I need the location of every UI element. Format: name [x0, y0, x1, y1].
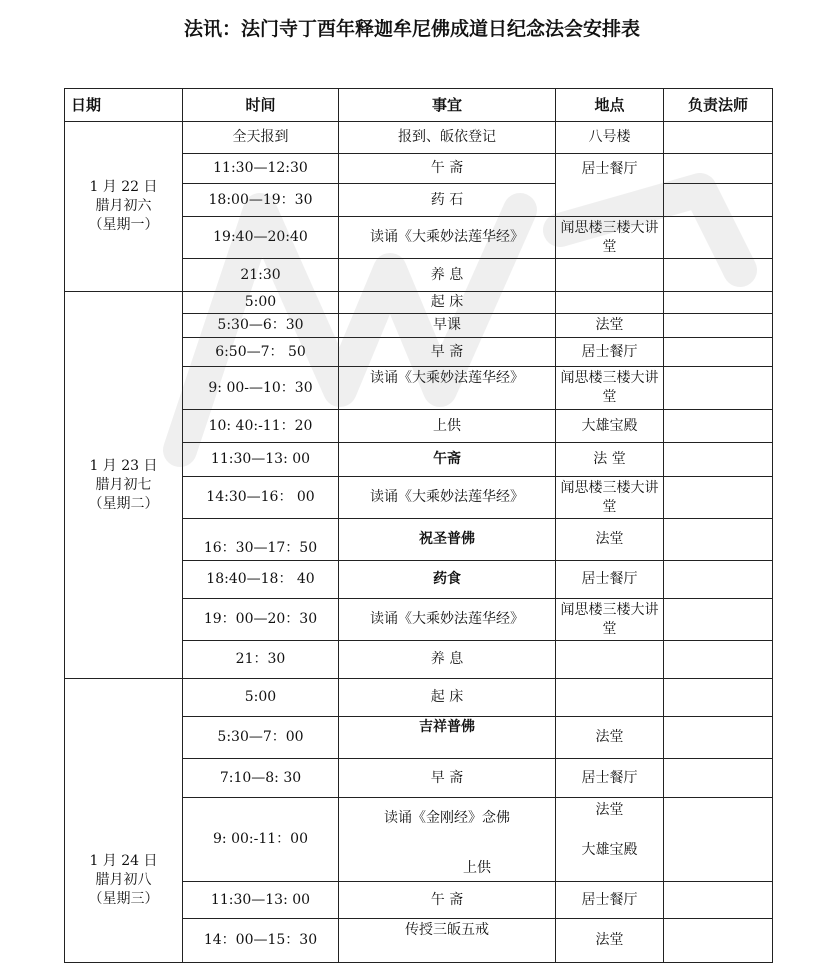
date-cell-day2	[65, 292, 183, 679]
time-cell: 19:40—20:40	[183, 217, 339, 259]
place-cell: 法堂	[556, 717, 664, 759]
master-cell	[664, 679, 773, 717]
place-cell: 居士餐厅	[556, 882, 664, 919]
item-cell: 早 斋	[339, 338, 556, 367]
date-text: 1 月 23 日	[89, 457, 158, 474]
place-cell	[556, 679, 664, 717]
master-cell	[664, 599, 773, 641]
master-cell	[664, 292, 773, 314]
time-cell: 21:30	[183, 259, 339, 292]
header-time: 时间	[183, 89, 339, 122]
master-cell	[664, 184, 773, 217]
place-cell: 大雄宝殿	[556, 410, 664, 443]
place-cell: 闻思楼三楼大讲堂	[556, 599, 664, 641]
time-cell: 7:10—8: 30	[183, 759, 339, 798]
date-text: 1 月 22 日	[89, 179, 158, 195]
master-cell	[664, 314, 773, 338]
time-cell: 19：00—20：30	[183, 599, 339, 641]
place-cell: 居士餐厅	[556, 154, 664, 217]
place-cell: 闻思楼三楼大讲堂	[556, 217, 664, 259]
master-cell	[664, 717, 773, 759]
place-cell: 居士餐厅	[556, 561, 664, 599]
time-cell: 11:30—12:30	[183, 154, 339, 184]
place-cell: 闻思楼三楼大讲堂	[556, 367, 664, 410]
place-cell	[556, 798, 664, 882]
time-cell: 18:00—19：30	[183, 184, 339, 217]
master-cell	[664, 919, 773, 963]
place-cell: 法堂	[556, 519, 664, 561]
time-cell: 5:30—7：00	[183, 717, 339, 759]
time-cell: 5:00	[183, 679, 339, 717]
place-cell: 法 堂	[556, 443, 664, 477]
master-cell	[664, 410, 773, 443]
date-cell-day1	[65, 122, 183, 292]
master-cell	[664, 561, 773, 599]
item-cell: 祝圣普佛	[339, 519, 556, 561]
header-item: 事宜	[339, 89, 556, 122]
master-cell	[664, 122, 773, 154]
date-cell-day3	[65, 679, 183, 963]
place-text: 法堂	[595, 802, 624, 818]
item-cell: 报到、皈依登记	[339, 122, 556, 154]
item-cell: 午斋	[339, 443, 556, 477]
time-cell: 14：00—15：30	[183, 919, 339, 963]
item-cell: 读诵《大乘妙法莲华经》	[339, 367, 556, 410]
item-cell: 午 斋	[339, 154, 556, 184]
place-cell: 居士餐厅	[556, 338, 664, 367]
date-text: 1 月 24 日	[89, 853, 158, 869]
time-cell: 全天报到	[183, 122, 339, 154]
time-cell: 9: 00:-11：00	[183, 798, 339, 882]
item-cell: 读诵《大乘妙法莲华经》	[339, 217, 556, 259]
page-title: 法讯：法门寺丁酉年释迦牟尼佛成道日纪念法会安排表	[183, 18, 640, 40]
place-cell: 法堂	[556, 919, 664, 963]
table-row	[65, 122, 773, 154]
header-master: 负责法师	[664, 89, 773, 122]
master-cell	[664, 798, 773, 882]
item-cell: 读诵《大乘妙法莲华经》	[339, 599, 556, 641]
item-cell: 传授三皈五戒	[339, 919, 556, 963]
place-cell	[556, 259, 664, 292]
master-cell	[664, 477, 773, 519]
lunar-date-text: 腊月初六	[95, 198, 152, 214]
place-cell	[556, 641, 664, 679]
item-cell: 午 斋	[339, 882, 556, 919]
table-row	[65, 679, 773, 717]
item-cell: 起 床	[339, 679, 556, 717]
header-row	[65, 89, 773, 122]
time-cell: 16：30—17：50	[183, 519, 339, 561]
header-date: 日期	[65, 89, 183, 122]
place-cell: 八号楼	[556, 122, 664, 154]
master-cell	[664, 217, 773, 259]
master-cell	[664, 882, 773, 919]
master-cell	[664, 367, 773, 410]
place-cell: 闻思楼三楼大讲堂	[556, 477, 664, 519]
time-cell: 14:30—16： 00	[183, 477, 339, 519]
master-cell	[664, 154, 773, 184]
time-cell: 9: 00-—10：30	[183, 367, 339, 410]
master-cell	[664, 759, 773, 798]
time-cell: 21：30	[183, 641, 339, 679]
item-cell	[339, 798, 556, 882]
time-cell: 11:30—13: 00	[183, 443, 339, 477]
item-cell: 起 床	[339, 292, 556, 314]
master-cell	[664, 259, 773, 292]
item-cell: 早 斋	[339, 759, 556, 798]
schedule-table	[64, 88, 773, 963]
item-text-2: 上供	[463, 859, 491, 876]
table-row	[65, 292, 773, 314]
lunar-date-text: 腊月初七	[95, 476, 152, 493]
lunar-date-text: 腊月初八	[95, 872, 152, 888]
item-cell: 养 息	[339, 259, 556, 292]
header-place: 地点	[556, 89, 664, 122]
item-cell: 早课	[339, 314, 556, 338]
place-cell	[556, 292, 664, 314]
time-cell: 10: 40:-11：20	[183, 410, 339, 443]
item-cell: 药 石	[339, 184, 556, 217]
item-cell: 吉祥普佛	[339, 717, 556, 759]
time-cell: 11:30—13: 00	[183, 882, 339, 919]
master-cell	[664, 519, 773, 561]
item-cell: 药食	[339, 561, 556, 599]
master-cell	[664, 641, 773, 679]
time-cell: 5:30—6：30	[183, 314, 339, 338]
master-cell	[664, 443, 773, 477]
master-cell	[664, 338, 773, 367]
item-text: 读诵《金刚经》念佛	[384, 809, 510, 826]
item-cell: 上供	[339, 410, 556, 443]
time-cell: 18:40—18： 40	[183, 561, 339, 599]
place-cell: 法堂	[556, 314, 664, 338]
weekday-text: （星期二）	[88, 495, 159, 512]
time-cell: 5:00	[183, 292, 339, 314]
item-cell: 读诵《大乘妙法莲华经》	[339, 477, 556, 519]
weekday-text: （星期三）	[88, 891, 159, 907]
place-text-2: 大雄宝殿	[581, 842, 638, 858]
time-cell: 6:50—7： 50	[183, 338, 339, 367]
place-cell: 居士餐厅	[556, 759, 664, 798]
weekday-text: （星期一）	[88, 217, 159, 233]
item-cell: 养 息	[339, 641, 556, 679]
